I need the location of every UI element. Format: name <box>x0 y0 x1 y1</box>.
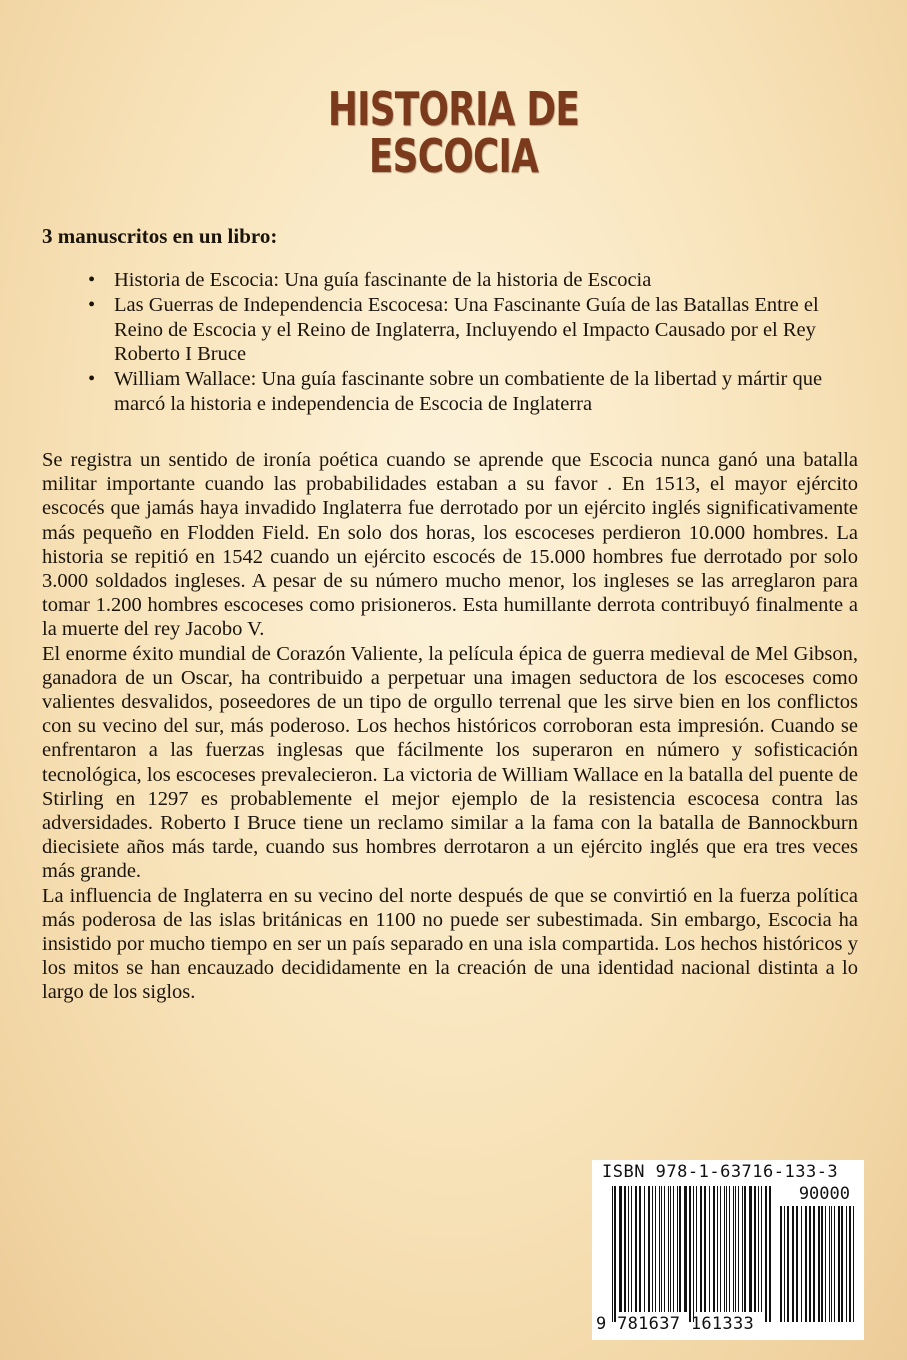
isbn-number: ISBN 978-1-63716-133-3 <box>602 1162 839 1182</box>
barcode-bar <box>717 1186 718 1312</box>
paragraph: Se registra un sentido de ironía poética cuando se aprende que Escocia nunca ganó una batalla militar importante cuando las probabilidades estaban a su favor . En 1513, el mayor ejército escocés que jamás haya invadido Inglaterra fue derrotado por un ejército inglés significativamente más pequeño en Flodden Field. En solo dos horas, los escoceses perdieron 10.000 hombres. La historia se repitió en 1542 cuando un ejército escocés de 15.000 hombres fue derrotado por solo 3.000 soldados ingleses. A pesar de su número mucho menor, los ingleses se las arreglaron para tomar 1.200 hombres escoceses como prisioneros. Esta humillante derrota contribuyó finalmente a la muerte del rey Jacobo V. <box>42 449 858 641</box>
list-item: • William Wallace: Una guía fascinante sobre un combatiente de la libertad y mártir que marcó la historia e independencia de Escocia de Inglaterra <box>84 367 844 417</box>
barcode-bar <box>825 1206 826 1322</box>
barcode-bar <box>696 1186 697 1312</box>
barcode-bar <box>684 1186 687 1312</box>
barcode-bar <box>780 1206 782 1322</box>
barcode-bar <box>849 1206 851 1322</box>
barcode-bar <box>644 1186 645 1312</box>
barcode-bar <box>784 1206 785 1322</box>
book-title-line-2: ESCOCIA <box>368 129 539 183</box>
barcode-bar <box>742 1186 743 1312</box>
barcode-bar <box>838 1206 840 1322</box>
barcode-bar <box>713 1186 715 1312</box>
barcode-bar <box>813 1206 815 1322</box>
barcode-bar <box>809 1206 811 1322</box>
barcode-bar <box>738 1186 739 1312</box>
barcode-bar <box>631 1186 632 1312</box>
barcode-bar <box>661 1186 662 1312</box>
barcode-bar <box>729 1186 730 1312</box>
barcode-bar <box>693 1186 694 1322</box>
barcode-bar <box>726 1186 727 1312</box>
barcode-bar <box>668 1186 669 1312</box>
list-item: • Historia de Escocia: Una guía fascinante de la historia de Escocia <box>84 268 844 293</box>
barcode-bar <box>805 1206 807 1322</box>
barcode-bar <box>659 1186 660 1312</box>
description-body <box>42 448 858 1005</box>
paragraph: El enorme éxito mundial de Corazón Valiente, la película épica de guerra medieval de Mel Gibson, ganadora de un Oscar, ha contribuido a perpetuar una imagen seductora de los escoceses como valientes desvalidos, poseedores de un tipo de orgullo terrenal que les sirve bien en los conflictos con su vecino del sur, más poderoso. Los hechos históricos corroboran esta impresión. Cuando se enfrentaron a las fuerzas inglesas que fácilmente los superaron en número y sofisticación tecnológica, los escoceses prevalecieron. La victoria de William Wallace en la batalla del puente de Stirling en 1297 es probablemente el mejor ejemplo de la resistencia escocesa contra las adversidades. Roberto I Bruce tiene un reclamo similar a la fama con la batalla de Bannockburn diecisiete años más tarde, cuando sus hombres derrotaron a un ejército inglés que era tres veces más grande. <box>42 642 858 883</box>
paragraph: La influencia de Inglaterra en su vecino del norte después de que se convirtió en la fuerza política más poderosa de las islas británicas en 1100 no puede ser subestimada. Sin embargo, Escocia ha insistido por mucho tiempo en ser un país separado en una isla compartida. Los hechos históricos y los mitos se han encauzado decididamente en la creación de una identidad nacional distinta a lo largo de los siglos. <box>42 884 858 1004</box>
price-code: 90000 <box>798 1184 850 1204</box>
barcode-bar <box>834 1206 835 1322</box>
barcode-bar <box>670 1186 671 1312</box>
barcode-bar <box>677 1186 678 1312</box>
barcode-bar <box>787 1206 789 1322</box>
barcode-bar <box>628 1186 629 1312</box>
isbn-barcode <box>592 1160 864 1340</box>
manuscript-list <box>84 268 844 417</box>
barcode-bar <box>704 1186 706 1312</box>
barcode-bar <box>761 1186 762 1312</box>
barcode-bar <box>831 1206 832 1322</box>
barcode-bar <box>846 1206 847 1322</box>
barcode-bar <box>792 1206 794 1322</box>
barcode-bar <box>724 1186 725 1312</box>
book-title-line-1: HISTORIA DE <box>327 82 580 136</box>
barcode-bar <box>700 1186 702 1312</box>
barcode-bar <box>639 1186 641 1312</box>
barcode-bar <box>689 1186 691 1322</box>
barcode-bar <box>744 1186 746 1312</box>
barcode-bar <box>652 1186 653 1312</box>
list-item: • Las Guerras de Independencia Escocesa: Una Fascinante Guía de las Batallas Entre el Reino de Escocia y el Reino de Inglaterra, Incluyendo el Impacto Causado por el Rey Roberto I Bruce <box>84 293 844 367</box>
intro-heading: 3 manuscritos en un libro: <box>42 224 278 248</box>
barcode-bar <box>758 1186 759 1312</box>
barcode-bar <box>765 1186 767 1322</box>
barcode-bar <box>841 1206 843 1322</box>
barcode-bar <box>754 1186 756 1312</box>
barcode-bar <box>769 1186 771 1322</box>
barcode-bar <box>679 1186 681 1312</box>
barcode-bar <box>673 1186 674 1312</box>
barcode-bar <box>821 1206 823 1322</box>
barcode-bar <box>853 1206 854 1322</box>
barcode-bar <box>818 1206 820 1322</box>
barcode-bar <box>709 1186 710 1312</box>
barcode-bar <box>648 1186 650 1312</box>
barcode-bar <box>612 1186 613 1322</box>
barcode-bars <box>592 1160 864 1340</box>
barcode-bar <box>796 1206 798 1322</box>
barcode-bar <box>635 1186 637 1312</box>
barcode-bar <box>624 1186 626 1312</box>
barcode-digits: 9 781637 161333 <box>596 1314 755 1334</box>
barcode-bar <box>655 1186 656 1312</box>
barcode-bar <box>749 1186 752 1312</box>
barcode-bar <box>829 1206 830 1322</box>
barcode-bar <box>720 1186 721 1312</box>
barcode-bar <box>614 1186 616 1322</box>
barcode-bar <box>664 1186 665 1312</box>
barcode-bar <box>801 1206 802 1322</box>
barcode-bar <box>735 1186 736 1312</box>
barcode-bar <box>733 1186 734 1312</box>
barcode-bar <box>619 1186 622 1312</box>
